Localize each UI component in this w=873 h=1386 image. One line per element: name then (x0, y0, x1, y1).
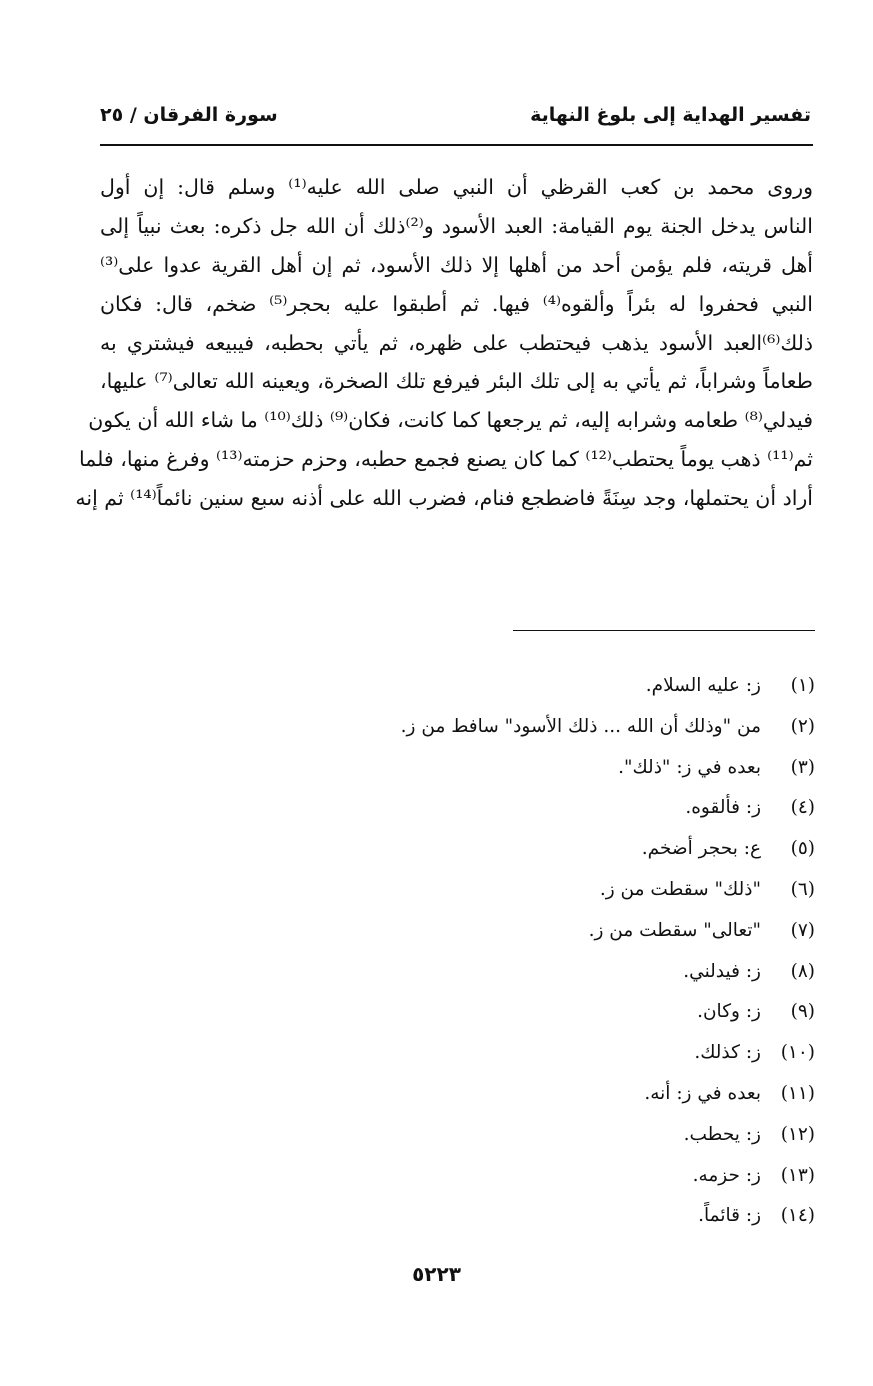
footnote-number: (٥) (790, 838, 815, 860)
running-header (100, 96, 811, 134)
footnote-text: ز: كذلك. (694, 1042, 761, 1064)
text-line: وروى محمد بن كعب القرظي أن النبي صلى الله عليه⁽¹⁾ وسلم قال: إن أول (100, 175, 813, 199)
footnote (95, 952, 815, 993)
footnote (95, 1074, 815, 1115)
header-divider (100, 144, 813, 146)
footnote (95, 1115, 815, 1156)
footnote (95, 992, 815, 1033)
footnote (95, 1033, 815, 1074)
footnote-number: (٤) (790, 797, 815, 819)
footnote (95, 1156, 815, 1197)
book-title: تفسير الهداية إلى بلوغ النهاية (530, 104, 811, 126)
footnote-number: (١٣) (780, 1164, 815, 1186)
footnote-divider (513, 630, 815, 631)
main-text (75, 168, 813, 518)
footnote-text: ز: وكان. (697, 1001, 761, 1023)
text-line: أراد أن يحتملها، وجد سِنَةً فاضطجع فنام، فضرب الله على أذنه سبع سنين نائماً⁽¹⁴⁾ ثم إنه (75, 486, 813, 511)
footnote-number: (٢) (790, 715, 815, 737)
footnote-number: (٦) (790, 878, 815, 900)
footnote-text: ع: بحجر أضخم. (641, 838, 761, 860)
text-line: أهل قريته، فلم يؤمن أحد من أهلها إلا ذلك الأسود، ثم إن أهل القرية عدوا على⁽³⁾ (100, 252, 813, 277)
footnote-text: ز: فألقوه. (685, 797, 761, 819)
text-line: ثم⁽¹¹⁾ ذهب يوماً يحتطب⁽¹²⁾ كما كان يصنع فجمع حطبه، وحزم حزمته⁽¹³⁾ وفرغ منها، فلما (79, 447, 813, 472)
footnote (95, 788, 815, 829)
footnote-number: (٨) (790, 960, 815, 982)
footnote-number: (٣) (790, 756, 815, 778)
text-line: ذلك⁽⁶⁾العبد الأسود يذهب فيحتطب على ظهره، ثم يأتي بحطبه، فيبيعه فيشتري به (100, 330, 813, 355)
footnote-number: (١٤) (780, 1205, 815, 1227)
page-number: ٥٢٢٣ (412, 1262, 461, 1286)
footnote (95, 1196, 815, 1237)
footnote-text: "ذلك" سقطت من ز. (599, 878, 761, 900)
footnote-text: ز: قائماً. (698, 1205, 761, 1227)
text-line: طعاماً وشراباً، ثم يأتي به إلى تلك البئر فيرفع تلك الصخرة، ويعينه الله تعالى⁽⁷⁾ عليها، (100, 369, 813, 394)
footnote-text: ز: حزمه. (692, 1164, 761, 1186)
footnote (95, 748, 815, 789)
text-line: النبي فحفروا له بئراً وألقوه⁽⁴⁾ فيها. ثم أطبقوا عليه بحجر⁽⁵⁾ ضخم، قال: فكان (100, 291, 813, 316)
footnote-text: ز: يحطب. (683, 1123, 761, 1145)
footnote-number: (١٠) (780, 1042, 815, 1064)
footnote-text: ز: عليه السلام. (645, 675, 761, 696)
footnote (95, 707, 815, 748)
footnote (95, 870, 815, 911)
footnote (95, 829, 815, 870)
surah-label: سورة الفرقان / ٢٥ (100, 104, 278, 126)
footnote-text: "تعالى" سقطت من ز. (588, 919, 761, 941)
footnote-text: من "وذلك أن الله ... ذلك الأسود" سافط من ز. (400, 715, 761, 737)
footnote-number: (١١) (780, 1082, 815, 1104)
text-line: فيدلي⁽⁸⁾ طعامه وشرابه إليه، ثم يرجعها كما كانت، فكان⁽⁹⁾ ذلك⁽¹⁰⁾ ما شاء الله أن يكون (88, 408, 813, 433)
footnotes (95, 666, 815, 1237)
footnote-number: (٧) (790, 919, 815, 941)
footnote-text: بعده في ز: أنه. (644, 1082, 761, 1104)
footnote-text: بعده في ز: "ذلك". (618, 756, 761, 778)
footnote (95, 666, 815, 707)
footnote-number: (١٢) (780, 1123, 815, 1145)
footnote-number: (٩) (790, 1001, 815, 1023)
footnote-number: (١) (790, 675, 815, 696)
text-line: الناس يدخل الجنة يوم القيامة: العبد الأسود و⁽²⁾ذلك أن الله جل ذكره: بعث نبياً إلى (100, 213, 813, 238)
footnote-text: ز: فيدلني. (683, 960, 761, 982)
footnote (95, 911, 815, 952)
